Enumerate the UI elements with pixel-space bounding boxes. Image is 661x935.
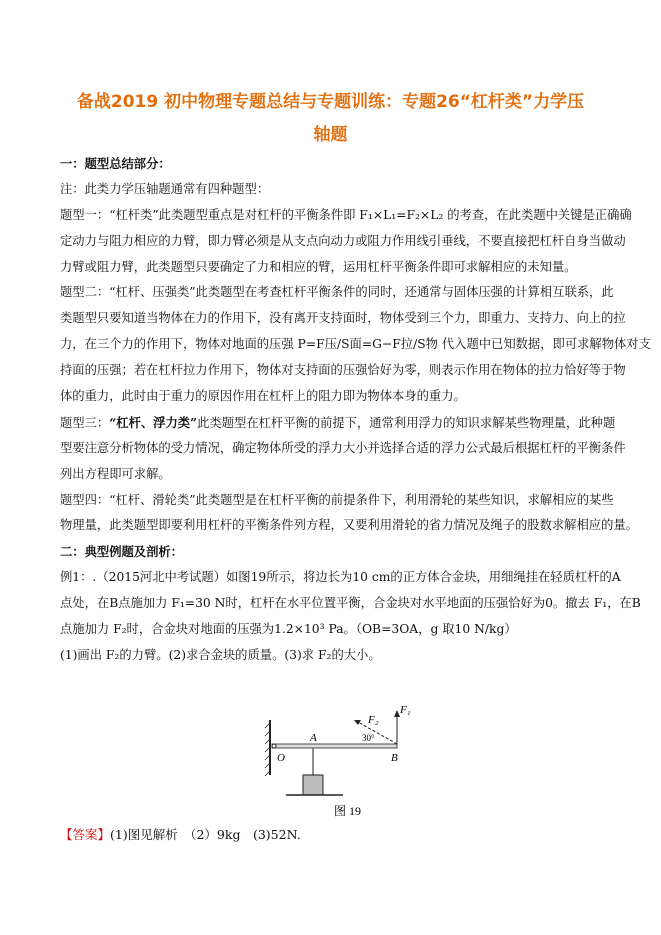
- answer-text: (1)图见解析 （2）9kg (3)52N.: [110, 827, 301, 842]
- example-line: 例1：.（2015河北中考试题）如图19所示，将边长为10 cm的正方体合金块，用细绳挂在轻质杠杆的A: [60, 570, 621, 585]
- answer: [60, 825, 301, 843]
- type4-line: 题型四：“杠杆、滑轮类”此类题型是在杠杆平衡的前提条件下，利用滑轮的某些知识，求解相应的某些: [60, 492, 614, 507]
- document-title-line2: 轴题: [313, 125, 348, 145]
- section1-heading: 一：题型总结部分：: [60, 156, 171, 171]
- example-line: 点施加力 F₂时，合金块对地面的压强为1.2×10³ Pa。（OB=3OA，g 取10 N/kg）: [60, 622, 517, 637]
- label-b: B: [391, 752, 398, 764]
- section2-heading: 二：典型例题及剖析：: [60, 544, 183, 560]
- label-f1: F₁: [400, 704, 411, 716]
- type3-label: 题型三：: [60, 415, 110, 430]
- document-body: [60, 151, 651, 669]
- type2-line: 类题型只要知道当物体在力的作用下，没有离开支持面时，物体受到三个力，即重力、支持力、向上的拉: [60, 311, 626, 326]
- type3-line: [60, 410, 620, 436]
- type1-line: 力臂或阻力臂，此类题型只要确定了力和相应的臂，运用杠杆平衡条件即可求解相应的未知量。: [60, 259, 577, 274]
- label-f2: F₂: [368, 714, 379, 726]
- label-angle: 30°: [362, 733, 375, 743]
- lever-bar: [272, 744, 397, 748]
- alloy-block: [303, 775, 323, 795]
- figure-caption: 图 19: [334, 804, 362, 818]
- type4-line: 物理量，此类题型即要利用杠杆的平衡条件列方程，又要利用滑轮的省力情况及绳子的股数求解相应的量。: [60, 518, 638, 533]
- type2-line: 题型二：“杠杆、压强类”此类题型在考查杠杆平衡条件的同时，还通常与固体压强的计算相互联系，此: [60, 285, 614, 300]
- answer-tag: 【答案】: [60, 827, 111, 842]
- label-a: A: [310, 732, 317, 744]
- type2-line: 持面的压强；若在杠杆拉力作用下，物体对支持面的压强恰好为零，则表示作用在物体的拉力恰好等于物: [60, 363, 626, 378]
- lever-figure: [258, 695, 428, 820]
- document-title-line1: 备战2019 初中物理专题总结与专题训练：专题26“杠杆类”力学压: [76, 92, 585, 112]
- type1-line: 题型一：“杠杆类”此类题型重点是对杠杆的平衡条件即 F₁×L₁=F₂×L₂ 的考查，在此类题中关键是正确确: [60, 207, 632, 222]
- type3-line: 型要注意分析物体的受力情况，确定物体所受的浮力大小并选择合适的浮力公式最后根据杠杆的平衡条件: [60, 440, 626, 455]
- type3-text: 此类题型在杠杆平衡的前提下，通常利用浮力的知识求解某些物理量，此种题: [197, 415, 616, 430]
- example-line: 点处，在B点施加力 F₁=30 N时，杠杆在水平位置平衡，合金块对水平地面的压强恰好为0。撤去 F₁，在B: [60, 596, 641, 611]
- label-o: O: [277, 752, 285, 764]
- type1-line: 定动力与阻力相应的力臂，即力臂必须是从支点向动力或阻力作用线引垂线，不要直接把杠杆自身当做动: [60, 233, 626, 248]
- type3-bold: “杠杆、浮力类”: [109, 414, 198, 430]
- note: 注：此类力学压轴题通常有四种题型：: [60, 181, 270, 196]
- type2-line: 体的重力，此时由于重力的原因作用在杠杆上的阻力即为物体本身的重力。: [60, 389, 466, 404]
- pivot: [272, 744, 276, 748]
- type2-line: 力，在三个力的作用下，物体对地面的压强 P=F压/S面=G−F拉/S物 代入题中已知数据，即可求解物体对支: [60, 337, 651, 352]
- example-line: (1)画出 F₂的力臂。(2)求合金块的质量。(3)求 F₂的大小。: [60, 647, 381, 662]
- type3-line: 列出方程即可求解。: [60, 466, 171, 481]
